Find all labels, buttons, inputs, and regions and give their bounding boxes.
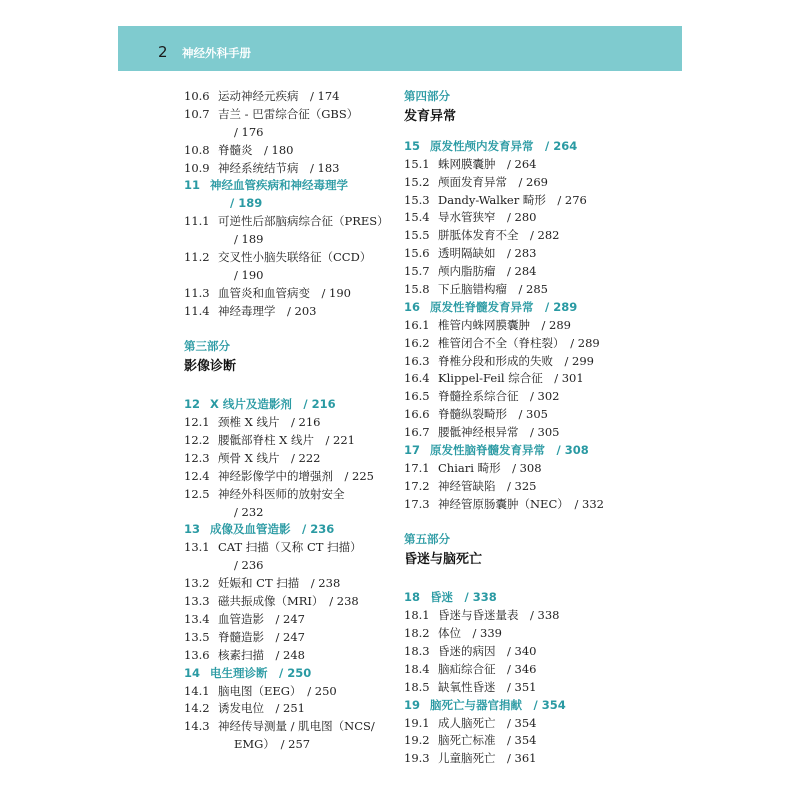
chapter-title: 神经血管疾病和神经毒理学	[210, 178, 348, 193]
section-title: 脑疝综合征 / 346	[438, 661, 537, 676]
chapter-number: 12	[184, 397, 201, 412]
section-title: 腰骶神经根异常 / 305	[438, 425, 560, 440]
section-title: 昏迷的病因 / 340	[438, 643, 537, 658]
toc-entry	[184, 160, 399, 178]
section-number: 13.5	[184, 629, 210, 644]
toc-entry	[184, 106, 399, 124]
toc-entry	[404, 156, 619, 174]
section-title: 神经系统结节病 / 183	[218, 160, 340, 175]
section-number: 13.3	[184, 594, 210, 609]
section-title: 颅内脂肪瘤 / 284	[438, 264, 537, 279]
section-title: 吉兰 - 巴雷综合征（GBS）	[218, 106, 359, 121]
toc-entry	[184, 414, 399, 432]
section-number: 16.3	[404, 353, 430, 368]
section-title: 诱发电位 / 251	[218, 701, 305, 716]
section-title: 可逆性后部脑病综合征（PRES）	[218, 214, 389, 229]
section-title: 颅面发育异常 / 269	[438, 174, 548, 189]
section-number: 13.4	[184, 611, 210, 626]
chapter-title: 昏迷 / 338	[430, 590, 497, 605]
toc-entry	[404, 281, 619, 299]
toc-entry	[184, 142, 399, 160]
section-number: 18.1	[404, 608, 430, 623]
toc-entry	[404, 263, 619, 281]
chapter-title: 电生理诊断 / 250	[210, 665, 312, 680]
toc-entry	[404, 625, 619, 643]
section-number: 17.2	[404, 478, 430, 493]
section-number: 16.5	[404, 389, 430, 404]
spacer	[404, 514, 619, 532]
spacer	[184, 321, 399, 339]
page-header	[118, 26, 682, 71]
section-title: 透明隔缺如 / 283	[438, 246, 537, 261]
toc-entry-continuation: / 189	[234, 232, 264, 247]
toc-entry	[404, 209, 619, 227]
section-number: 15.5	[404, 228, 430, 243]
toc-chapter	[184, 665, 399, 683]
toc-chapter	[404, 138, 619, 156]
section-number: 16.2	[404, 335, 430, 350]
section-number: 11.2	[184, 250, 210, 265]
toc-entry	[404, 353, 619, 371]
section-number: 15.2	[404, 174, 430, 189]
toc-chapter	[404, 299, 619, 317]
toc-entry-continuation: EMG） / 257	[234, 737, 311, 752]
section-number: 18.2	[404, 626, 430, 641]
section-number: 15.8	[404, 282, 430, 297]
section-number: 16.7	[404, 425, 430, 440]
toc-column-left	[184, 88, 399, 754]
toc-entry	[404, 335, 619, 353]
toc-entry	[184, 88, 399, 106]
section-title: 运动神经元疾病 / 174	[218, 89, 340, 103]
part-title: 影像诊断	[184, 359, 237, 375]
section-number: 13.1	[184, 540, 210, 555]
toc-entry	[184, 611, 399, 629]
book-title: 神经外科手册	[182, 46, 251, 60]
section-title: 脑电图（EEG） / 250	[218, 683, 337, 698]
section-number: 16.4	[404, 371, 430, 386]
toc-entry	[404, 679, 619, 697]
toc-entry	[184, 450, 399, 468]
section-number: 18.5	[404, 679, 430, 694]
chapter-number: 18	[404, 590, 421, 605]
section-number: 15.4	[404, 210, 430, 225]
toc-entry	[404, 245, 619, 263]
section-number: 19.2	[404, 733, 430, 748]
toc-entry	[404, 750, 619, 768]
section-number: 16.1	[404, 317, 430, 332]
toc-entry	[404, 370, 619, 388]
section-title: 昏迷与昏迷量表 / 338	[438, 608, 560, 623]
toc-entry	[404, 424, 619, 442]
spacer	[184, 378, 399, 396]
toc-entry	[184, 213, 399, 231]
toc-entry	[184, 539, 399, 557]
section-number: 14.2	[184, 701, 210, 716]
section-title: 脊髓造影 / 247	[218, 629, 305, 644]
section-title: Dandy-Walker 畸形 / 276	[438, 192, 587, 207]
section-title: 血管炎和血管病变 / 190	[218, 285, 351, 300]
section-number: 10.9	[184, 160, 210, 175]
toc-entry	[184, 575, 399, 593]
section-number: 15.6	[404, 246, 430, 261]
section-number: 18.3	[404, 643, 430, 658]
section-number: 11.4	[184, 303, 210, 318]
toc-chapter	[404, 589, 619, 607]
section-title: 脊髓拴系综合征 / 302	[438, 389, 560, 404]
chapter-number: 11	[184, 178, 201, 193]
toc-chapter	[404, 697, 619, 715]
chapter-number: 14	[184, 665, 201, 680]
section-title: 椎管内蛛网膜囊肿 / 289	[438, 317, 571, 332]
section-title: 导水管狭窄 / 280	[438, 210, 537, 225]
toc-entry	[404, 661, 619, 679]
section-title: 体位 / 339	[438, 626, 502, 641]
section-number: 11.1	[184, 214, 210, 229]
section-number: 10.6	[184, 89, 210, 103]
section-number: 15.3	[404, 192, 430, 207]
section-number: 15.7	[404, 264, 430, 279]
section-number: 10.8	[184, 142, 210, 157]
toc-entry	[404, 732, 619, 750]
chapter-number: 16	[404, 299, 421, 314]
toc-entry	[404, 715, 619, 733]
section-number: 12.1	[184, 415, 210, 430]
spacer	[404, 128, 619, 138]
section-title: 缺氧性昏迷 / 351	[438, 679, 537, 694]
toc-entry	[184, 593, 399, 611]
toc-entry-continuation: / 236	[234, 558, 264, 573]
section-number: 14.1	[184, 683, 210, 698]
part-title: 发育异常	[404, 108, 457, 124]
section-number: 12.2	[184, 433, 210, 448]
toc-column-right	[404, 88, 619, 768]
toc-entry	[404, 388, 619, 406]
toc-entry	[184, 647, 399, 665]
part-label: 第五部分	[404, 532, 450, 547]
page-number: 2	[158, 43, 168, 61]
toc-entry	[404, 317, 619, 335]
part-label: 第三部分	[184, 339, 230, 354]
section-title: 颅骨 X 线片 / 222	[218, 450, 321, 465]
section-title: 下丘脑错构瘤 / 285	[438, 282, 548, 297]
spacer	[404, 571, 619, 589]
chapter-title: 原发性颅内发育异常 / 264	[430, 138, 578, 153]
toc-chapter-continuation: / 189	[230, 196, 263, 211]
section-number: 17.1	[404, 460, 430, 475]
part-title: 昏迷与脑死亡	[404, 552, 483, 568]
toc-entry	[184, 486, 399, 504]
section-title: CAT 扫描（又称 CT 扫描）	[218, 540, 362, 555]
section-title: 脊髓炎 / 180	[218, 142, 294, 157]
toc-entry-continuation: / 176	[234, 124, 264, 139]
toc-chapter	[404, 442, 619, 460]
toc-entry-continuation: / 232	[234, 504, 264, 519]
toc-entry	[404, 478, 619, 496]
section-title: 儿童脑死亡 / 361	[438, 751, 537, 766]
section-title: 神经外科医师的放射安全	[218, 486, 345, 501]
section-title: 成人脑死亡 / 354	[438, 715, 537, 730]
section-number: 19.1	[404, 715, 430, 730]
section-number: 12.3	[184, 450, 210, 465]
section-title: 血管造影 / 247	[218, 611, 305, 626]
section-title: Klippel-Feil 综合征 / 301	[438, 371, 584, 386]
section-title: 交叉性小脑失联络征（CCD）	[218, 250, 372, 265]
section-title: 颈椎 X 线片 / 216	[218, 415, 321, 430]
section-title: 腰骶部脊柱 X 线片 / 221	[218, 433, 355, 448]
part-label: 第四部分	[404, 89, 450, 103]
chapter-title: 成像及血管造影 / 236	[210, 522, 335, 537]
section-title: 脑死亡标准 / 354	[438, 733, 537, 748]
toc-entry	[184, 303, 399, 321]
toc-chapter	[184, 521, 399, 539]
section-title: 蛛网膜囊肿 / 264	[438, 156, 537, 171]
section-title: 神经毒理学 / 203	[218, 303, 317, 318]
toc-entry	[404, 192, 619, 210]
toc-entry-continuation: / 190	[234, 267, 264, 282]
section-title: 神经传导测量 / 肌电图（NCS/	[218, 719, 375, 734]
section-title: 胼胝体发育不全 / 282	[438, 228, 560, 243]
toc-entry	[184, 683, 399, 701]
section-number: 14.3	[184, 719, 210, 734]
toc-entry	[184, 249, 399, 267]
section-number: 19.3	[404, 751, 430, 766]
toc-entry	[404, 460, 619, 478]
toc-entry	[184, 718, 399, 736]
section-number: 13.6	[184, 647, 210, 662]
chapter-number: 19	[404, 697, 421, 712]
toc-entry	[404, 607, 619, 625]
toc-entry	[184, 468, 399, 486]
section-title: 脊椎分段和形成的失败 / 299	[438, 353, 594, 368]
toc-entry	[184, 432, 399, 450]
section-title: 磁共振成像（MRI） / 238	[218, 594, 359, 609]
toc-entry	[404, 496, 619, 514]
section-title: 核素扫描 / 248	[218, 647, 305, 662]
toc-chapter	[184, 177, 399, 195]
chapter-title: X 线片及造影剂 / 216	[210, 397, 336, 412]
section-title: Chiari 畸形 / 308	[438, 460, 542, 475]
section-number: 12.5	[184, 486, 210, 501]
section-number: 11.3	[184, 285, 210, 300]
section-number: 17.3	[404, 496, 430, 511]
section-title: 神经影像学中的增强剂 / 225	[218, 468, 374, 483]
chapter-number: 15	[404, 138, 421, 153]
section-title: 神经管缺陷 / 325	[438, 478, 537, 493]
section-number: 12.4	[184, 468, 210, 483]
toc-entry	[404, 174, 619, 192]
section-number: 13.2	[184, 576, 210, 591]
section-number: 18.4	[404, 661, 430, 676]
section-title: 椎管闭合不全（脊柱裂） / 289	[438, 335, 600, 350]
section-number: 16.6	[404, 407, 430, 422]
chapter-title: 脑死亡与器官捐献 / 354	[430, 697, 566, 712]
section-title: 神经管原肠囊肿（NEC） / 332	[438, 496, 604, 511]
toc-entry	[184, 629, 399, 647]
section-title: 脊髓纵裂畸形 / 305	[438, 407, 548, 422]
chapter-number: 17	[404, 443, 421, 458]
section-title: 妊娠和 CT 扫描 / 238	[218, 576, 341, 591]
chapter-title: 原发性脑脊髓发育异常 / 308	[430, 443, 589, 458]
section-number: 10.7	[184, 106, 210, 121]
toc-entry	[404, 406, 619, 424]
toc-entry	[404, 643, 619, 661]
toc-entry	[404, 227, 619, 245]
chapter-number: 13	[184, 522, 201, 537]
toc-entry	[184, 285, 399, 303]
toc-entry	[184, 700, 399, 718]
section-number: 15.1	[404, 156, 430, 171]
toc-chapter	[184, 396, 399, 414]
chapter-title: 原发性脊髓发育异常 / 289	[430, 299, 578, 314]
